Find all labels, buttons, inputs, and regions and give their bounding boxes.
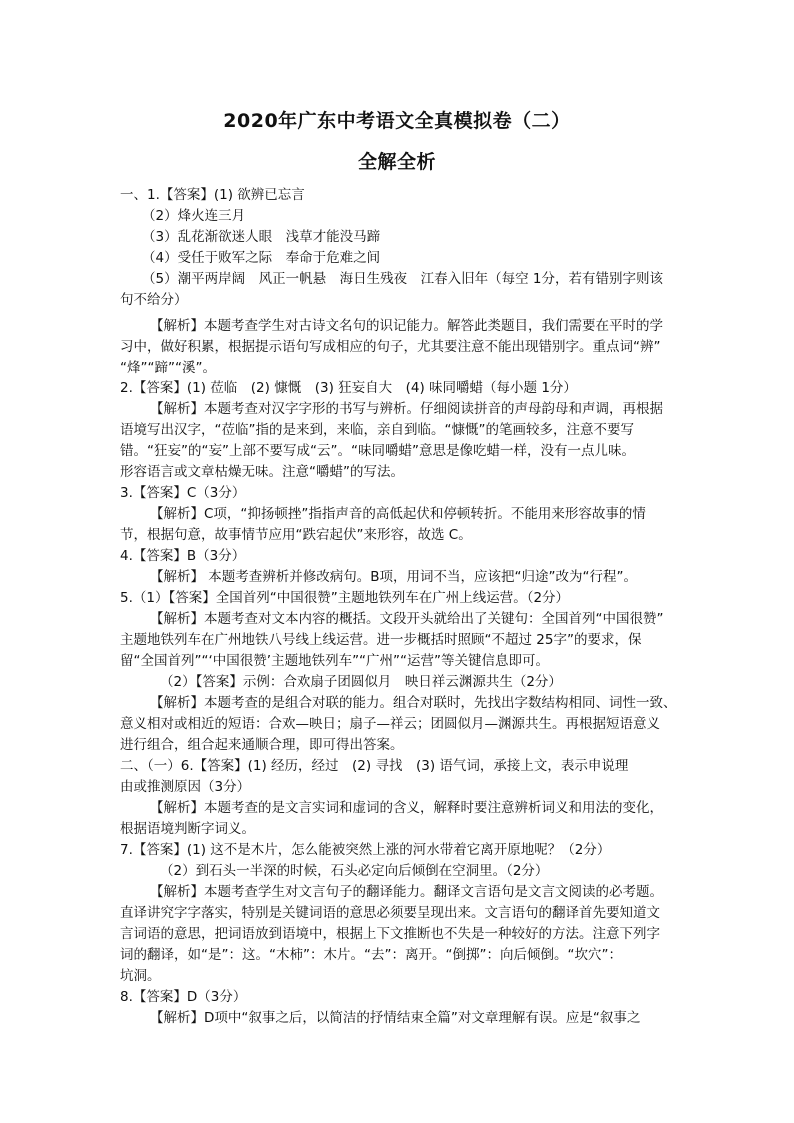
text-line: 言词语的意思，把词语放到语境中，根据上下文推断也不失是一种较好的方法。注意下列字 (120, 926, 660, 942)
text-line: 由或推测原因（3分） (120, 779, 251, 795)
text-line: 【解析】本题考查对汉字字形的书写与辨析。仔细阅读拼音的声母韵母和声调，再根据 (150, 401, 663, 417)
document-subtitle: 全解全析 (357, 151, 436, 173)
document-title: 2020年广东中考语文全真模拟卷（二） (223, 110, 571, 132)
text-line: （5）潮平两岸阔 风正一帆悬 海日生残夜 江春入旧年（每空 1分，若有错别字则该 (142, 271, 663, 287)
text-line: 3.【答案】C（3分） (120, 485, 246, 501)
text-line: 二、（一）6.【答案】(1) 经历，经过 (2) 寻找 (3) 语气词，承接上文，表示申说理 (120, 758, 629, 774)
text-line: 坑洞。 (120, 968, 161, 984)
text-line: （2）【答案】示例：合欢扇子团圆似月 映日祥云渊源共生（2分） (160, 674, 562, 690)
text-line: 直译讲究字字落实，特别是关键词语的意思必须要呈现出来。文言语句的翻译首先要知道文 (120, 905, 660, 921)
text-line: 【解析】本题考查的是组合对联的能力。组合对联时，先找出字数结构相同、词性一致、 (150, 695, 677, 711)
text-line: 【解析】本题考查学生对文言句子的翻译能力。翻译文言语句是文言文阅读的必考题。 (150, 884, 663, 900)
text-line: 【解析】 本题考查辨析并修改病句。B项，用词不当，应该把“归途”改为“行程”。 (150, 569, 638, 585)
text-line: 根据语境判断字词义。 (120, 821, 255, 837)
text-line: 【解析】本题考查学生对古诗文名句的识记能力。解答此类题目，我们需要在平时的学 (150, 318, 663, 334)
text-line: 主题地铁列车在广州地铁八号线上线运营。进一步概括时照顾“不超过 25字”的要求，保 (120, 632, 642, 648)
text-line: 2.【答案】(1) 莅临 (2) 慷慨 (3) 狂妄自大 (4) 味同嚼蜡（每小题 1分） (120, 380, 577, 396)
text-line: “烽”“蹄”“溪”。 (120, 360, 216, 376)
text-line: 【解析】D项中“叙事之后，以简洁的抒情结束全篇”对文章理解有误。应是“叙事之 (150, 1010, 641, 1026)
text-line: 习中，做好积累，根据提示语句写成相应的句子，尤其要注意不能出现错别字。重点词“辨” (120, 339, 661, 355)
text-line: 【解析】本题考查对文本内容的概括。文段开头就给出了关键句：全国首列“中国很赞” (150, 611, 664, 627)
text-line: 8.【答案】D（3分） (120, 989, 247, 1005)
text-line: 进行组合，组合起来通顺合理，即可得出答案。 (120, 737, 404, 753)
text-line: 句不给分） (120, 292, 188, 308)
text-line: 留“全国首列”“‘中国很赞’主题地铁列车”“广州”“运营”等关键信息即可。 (120, 653, 550, 669)
text-line: 7.【答案】(1) 这不是木片，怎么能被突然上涨的河水带着它离开原地呢？（2分） (120, 842, 611, 858)
text-line: 词的翻译，如“是”：这。“木柿”：木片。“去”：离开。“倒掷”：向后倾倒。“坎穴”： (120, 947, 622, 963)
text-line: 一、1.【答案】(1) 欲辨已忘言 (120, 187, 305, 203)
text-line: 意义相对或相近的短语：合欢—映日；扇子—祥云；团圆似月—渊源共生。再根据短语意义 (120, 716, 660, 732)
text-line: （4）受任于败军之际 奉命于危难之间 (142, 250, 381, 266)
text-line: 语境写出汉字，“莅临”指的是来到，来临，亲自到临。“慷慨”的笔画较多，注意不要写 (120, 422, 634, 438)
text-line: （2）烽火连三月 (142, 208, 246, 224)
text-line: 【解析】C项，“抑扬顿挫”指指声音的高低起伏和停顿转折。不能用来形容故事的情 (150, 506, 646, 522)
text-line: 错。“狂妄”的“妄”上部不要写成“云”。“味同嚼蜡”意思是像吃蜡一样，没有一点儿味。 (120, 443, 635, 459)
text-line: 形容语言或文章枯燥无味。注意“嚼蜡”的写法。 (120, 464, 404, 480)
text-line: 5.（1）【答案】全国首列“中国很赞”主题地铁列车在广州上线运营。（2分） (120, 590, 570, 606)
text-line: 【解析】本题考查的是文言实词和虚词的含义，解释时要注意辨析词义和用法的变化， (150, 800, 663, 816)
text-line: 节，根据句意，故事情节应用“跌宕起伏”来形容，故选 C。 (120, 527, 472, 543)
text-line: （2）到石头一半深的时候，石头必定向后倾倒在空洞里。（2分） (160, 863, 549, 879)
text-line: （3）乱花渐欲迷人眼 浅草才能没马蹄 (142, 229, 381, 245)
text-line: 4.【答案】B（3分） (120, 548, 246, 564)
